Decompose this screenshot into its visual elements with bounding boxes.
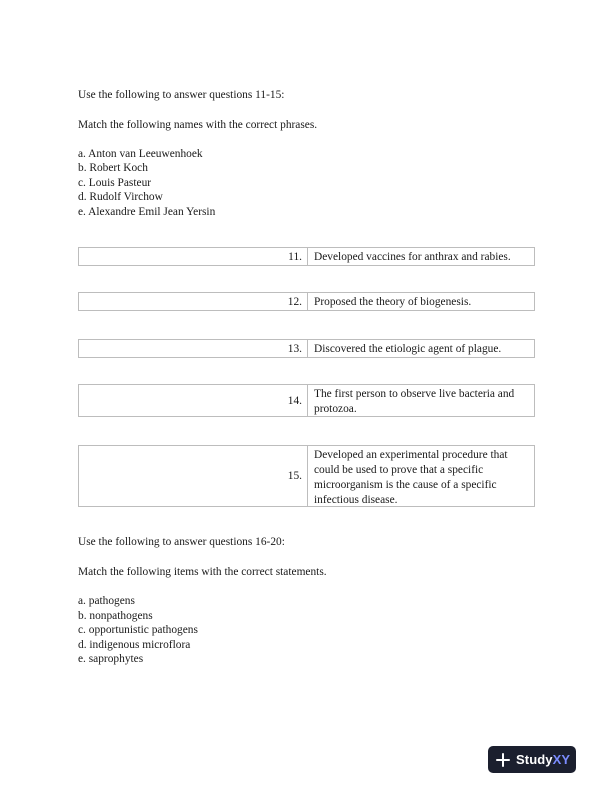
question-number: 15.: [79, 446, 308, 506]
option-d: d. Rudolf Virchow: [78, 191, 163, 203]
question-15-table: [78, 445, 535, 507]
brand-name-accent: XY: [552, 752, 571, 767]
question-text-line: infectious disease.: [314, 494, 398, 506]
question-number: 11.: [79, 248, 308, 265]
studyxy-brand-badge[interactable]: [488, 746, 576, 773]
option-e: e. Alexandre Emil Jean Yersin: [78, 206, 216, 218]
option-a: a. Anton van Leeuwenhoek: [78, 148, 203, 160]
plus-icon: [496, 753, 510, 767]
question-text-line: could be used to prove that a specific: [314, 464, 484, 476]
question-text-line: protozoa.: [314, 403, 357, 415]
section2-instruction: Match the following items with the correct statements.: [78, 566, 327, 578]
question-text: [308, 446, 534, 506]
section1-instruction: Match the following names with the correct phrases.: [78, 119, 318, 131]
section1-intro: Use the following to answer questions 11-15:: [78, 89, 285, 101]
item-d: d. indigenous microflora: [78, 639, 191, 651]
question-number: 14.: [79, 385, 308, 416]
item-a: a. pathogens: [78, 595, 135, 607]
question-text: Developed vaccines for anthrax and rabies.: [314, 251, 511, 263]
question-text-line: The first person to observe live bacteria and: [314, 388, 515, 400]
question-12-table: [78, 292, 535, 311]
question-text: Discovered the etiologic agent of plague.: [314, 343, 502, 355]
section2-intro: Use the following to answer questions 16-20:: [78, 536, 285, 548]
question-number: 13.: [79, 340, 308, 357]
question-number: 12.: [79, 293, 308, 310]
brand-name: [516, 752, 570, 767]
item-c: c. opportunistic pathogens: [78, 624, 198, 636]
item-e: e. saprophytes: [78, 653, 144, 665]
option-b: b. Robert Koch: [78, 162, 148, 174]
question-13-table: [78, 339, 535, 358]
question-14-table: [78, 384, 535, 417]
question-text-line: Developed an experimental procedure that: [314, 449, 508, 461]
question-text: [308, 385, 534, 416]
item-b: b. nonpathogens: [78, 610, 153, 622]
question-11-table: [78, 247, 535, 266]
question-text-line: microorganism is the cause of a specific: [314, 479, 497, 491]
option-c: c. Louis Pasteur: [78, 177, 152, 189]
brand-name-main: Study: [516, 752, 553, 767]
question-text: Proposed the theory of biogenesis.: [314, 296, 472, 308]
